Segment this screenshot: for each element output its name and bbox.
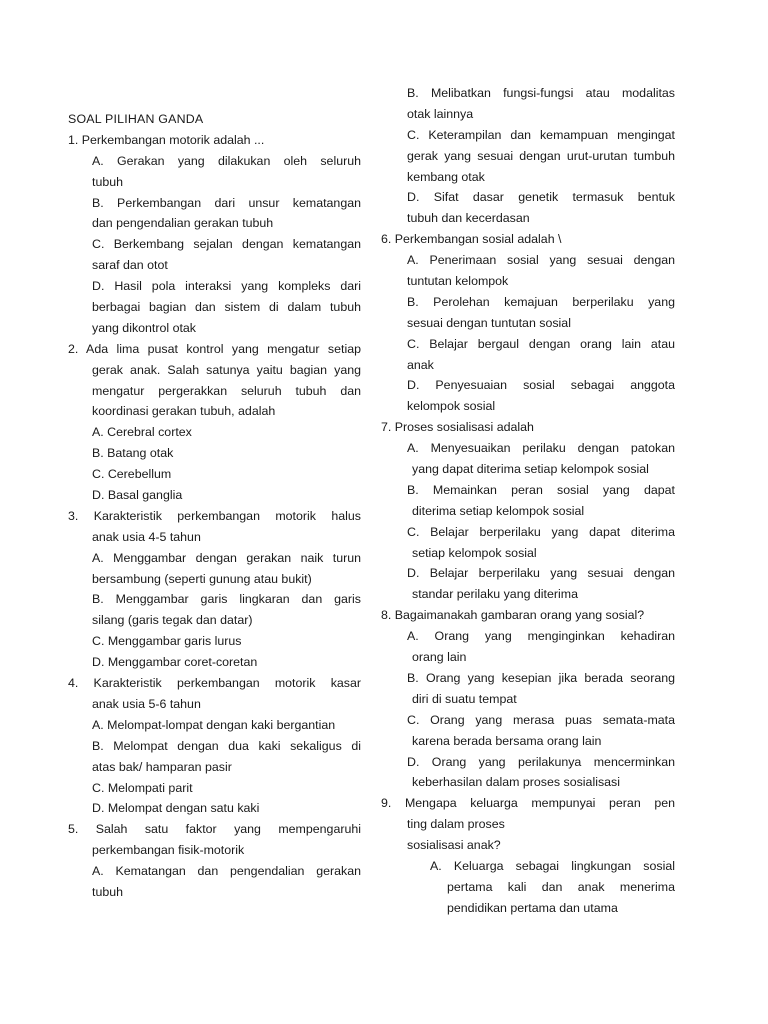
left-column-text-line: anak usia 4-5 tahun — [92, 529, 201, 544]
right-column-text-line: C. Orang yang merasa puas semata-mata — [407, 712, 675, 727]
left-column-text-line: A. Kematangan dan pengendalian gerakan — [92, 864, 361, 879]
right-column-text-line: otak lainnya — [407, 106, 474, 121]
right-column-text-line: D. Sifat dasar genetik termasuk bentuk — [407, 190, 675, 205]
right-column-text-line: diri di suatu tempat — [412, 691, 517, 706]
right-column-text-line: yang dapat diterima setiap kelompok sosial — [412, 462, 649, 477]
right-column-text-line: C. Belajar bergaul dengan orang lain atau — [407, 336, 675, 351]
right-column-text-line: tuntutan kelompok — [407, 274, 509, 289]
left-column-text-line: perkembangan fisik-motorik — [92, 843, 245, 858]
right-column-text-line: orang lain — [412, 650, 467, 665]
right-column-text-line: tubuh dan kecerdasan — [407, 211, 530, 226]
left-column-text-line: D. Hasil pola interaksi yang kompleks dari — [92, 279, 361, 294]
right-column-text-line: B. Melibatkan fungsi-fungsi atau modalitas — [407, 86, 675, 100]
right-column-text-line: C. Keterampilan dan kemampuan mengingat — [407, 127, 675, 142]
right-column-text-line: A. Orang yang menginginkan kehadiran — [407, 629, 675, 644]
left-column-text-line: yang dikontrol otak — [92, 320, 197, 335]
right-column-text-line: ting dalam proses — [407, 817, 505, 832]
right-column-text-line: 7. Proses sosialisasi adalah — [381, 420, 534, 435]
left-column — [68, 109, 361, 903]
left-column-text-line: 2. Ada lima pusat kontrol yang mengatur setiap — [68, 341, 361, 356]
right-column-text-line: diterima setiap kelompok sosial — [412, 503, 585, 518]
left-column-text-line: tubuh — [92, 174, 124, 189]
left-column-text-line: gerak anak. Salah satunya yaitu bagian yang — [92, 362, 361, 377]
left-column-text-line: D. Menggambar coret-coretan — [92, 655, 258, 670]
right-column-text-line: kelompok sosial — [407, 399, 496, 414]
left-column-text-line: anak usia 5-6 tahun — [92, 696, 201, 711]
left-column-text-line: B. Melompat dengan dua kaki sekaligus di — [92, 738, 361, 753]
left-column-text-line: B. Perkembangan dari unsur kematangan — [92, 195, 361, 210]
left-column-text-line: saraf dan otot — [92, 258, 168, 273]
left-column-text-line: 4. Karakteristik perkembangan motorik kasar — [68, 676, 361, 691]
left-column-text-line: 5. Salah satu faktor yang mempengaruhi — [68, 822, 361, 837]
left-column-text-line: D. Basal ganglia — [92, 488, 183, 503]
left-column-text-line: A. Melompat-lompat dengan kaki bergantian — [92, 717, 336, 732]
left-column-text-line: 1. Perkembangan motorik adalah ... — [68, 132, 265, 147]
document-heading: SOAL PILIHAN GANDA — [68, 112, 204, 126]
right-column-text-line: D. Penyesuaian sosial sebagai anggota — [407, 378, 675, 393]
left-column-text-line: C. Berkembang sejalan dengan kematangan — [92, 237, 361, 252]
right-column-text-line: C. Belajar berperilaku yang dapat diterima — [407, 524, 675, 539]
left-column-text-line: dan pengendalian gerakan tubuh — [92, 216, 274, 231]
right-column-text-line: D. Orang yang perilakunya mencerminkan — [407, 754, 675, 769]
right-column-text-line: B. Perolehan kemajuan berperilaku yang — [407, 294, 675, 309]
left-column-text-line: B. Menggambar garis lingkaran dan garis — [92, 592, 361, 607]
left-column-text-line: koordinasi gerakan tubuh, adalah — [92, 404, 276, 419]
right-column-text-line: 8. Bagaimanakah gambaran orang yang sosial? — [381, 608, 645, 623]
left-column-text-line: D. Melompat dengan satu kaki — [92, 801, 260, 816]
left-column-text-line: bersambung (seperti gunung atau bukit) — [92, 571, 312, 586]
left-column-text-line: mengatur pergerakkan seluruh tubuh dan — [92, 383, 361, 398]
right-column-text-line: A. Penerimaan sosial yang sesuai dengan — [407, 253, 675, 268]
left-column-text-line: B. Batang otak — [92, 446, 174, 461]
left-column-text-line: C. Menggambar garis lurus — [92, 634, 242, 649]
left-column-text-line: tubuh — [92, 884, 124, 899]
right-column-text-line: karena berada bersama orang lain — [412, 733, 602, 748]
right-column-text-line: pertama kali dan anak menerima — [447, 879, 675, 894]
left-column-text-line: A. Gerakan yang dilakukan oleh seluruh — [92, 153, 361, 168]
right-column-text-line: D. Belajar berperilaku yang sesuai dengan — [407, 566, 675, 581]
right-column-text-line: sesuai dengan tuntutan sosial — [407, 315, 571, 330]
right-column-text-line: sosialisasi anak? — [407, 838, 501, 853]
right-column-text-line: gerak yang sesuai dengan urut-urutan tumbuh — [407, 148, 675, 163]
right-column — [381, 83, 675, 919]
left-column-text-line: berbagai bagian dan sistem di dalam tubuh — [92, 300, 361, 315]
right-column-text-line: B. Orang yang kesepian jika berada seorang — [407, 670, 675, 685]
right-column-text-line: anak — [407, 357, 434, 372]
left-column-text-line: C. Melompati parit — [92, 780, 193, 795]
left-column-text-line: silang (garis tegak dan datar) — [92, 613, 253, 628]
left-column-text-line: A. Menggambar dengan gerakan naik turun — [92, 550, 361, 565]
right-column-text-line: pendidikan pertama dan utama — [447, 900, 618, 915]
right-column-text-line: setiap kelompok sosial — [412, 545, 537, 560]
left-column-text-line: C. Cerebellum — [92, 467, 172, 482]
left-column-text-line: atas bak/ hamparan pasir — [92, 759, 232, 774]
right-column-text-line: 6. Perkembangan sosial adalah \ — [381, 232, 562, 247]
left-column-text-line: 3. Karakteristik perkembangan motorik halus — [68, 508, 361, 523]
right-column-text-line: standar perilaku yang diterima — [412, 587, 578, 602]
left-column-text-line: A. Cerebral cortex — [92, 425, 192, 440]
right-column-text-line: B. Memainkan peran sosial yang dapat — [407, 482, 675, 497]
right-column-text-line: kembang otak — [407, 169, 485, 184]
right-column-text-line: keberhasilan dalam proses sosialisasi — [412, 775, 620, 790]
right-column-text-line: A. Menyesuaikan perilaku dengan patokan — [407, 441, 675, 456]
right-column-text-line: 9. Mengapa keluarga mempunyai peran pen — [381, 796, 675, 811]
right-column-text-line: A. Keluarga sebagai lingkungan sosial — [430, 858, 675, 873]
